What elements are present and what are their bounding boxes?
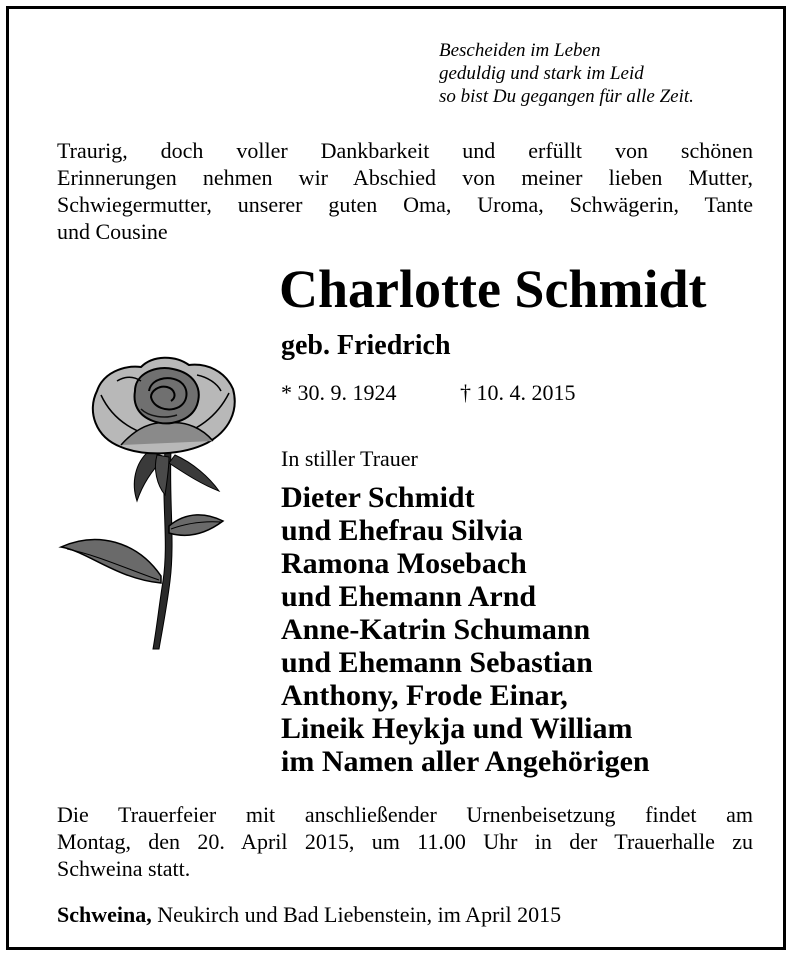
service-info <box>57 801 753 882</box>
intro-text <box>57 137 753 245</box>
mourner-line: Anne-Katrin Schumann <box>281 613 591 646</box>
mourner-line: Dieter Schmidt <box>281 481 475 514</box>
mourner-line: und Ehemann Sebastian <box>281 646 593 679</box>
mourner-line: Anthony, Frode Einar, <box>281 679 568 712</box>
motto-line: so bist Du gegangen für alle Zeit. <box>439 86 694 107</box>
intro-line: Erinnerungen nehmen wir Abschied von meiner lieben Mutter, <box>57 165 753 190</box>
mourners-list <box>281 481 650 778</box>
rose-leaf <box>61 540 161 583</box>
deceased-name: Charlotte Schmidt <box>279 259 707 319</box>
service-line: Die Trauerfeier mit anschließender Urnenbeisetzung findet am <box>57 802 753 827</box>
intro-line: und Cousine <box>57 219 168 244</box>
birth-date: * 30. 9. 1924 <box>281 380 397 405</box>
service-line: Montag, den 20. April 2015, um 11.00 Uhr in der Trauerhalle zu <box>57 829 753 854</box>
death-date: † 10. 4. 2015 <box>460 380 576 405</box>
mourner-line: Ramona Mosebach <box>281 547 527 580</box>
mourning-label: In stiller Trauer <box>281 446 418 471</box>
mourner-line: und Ehefrau Silvia <box>281 514 523 547</box>
motto-verse <box>439 39 779 108</box>
intro-line: Traurig, doch voller Dankbarkeit und erfüllt von schönen <box>57 138 753 163</box>
rose-leaf <box>169 515 223 536</box>
place-and-date <box>57 901 753 929</box>
life-dates <box>281 379 576 407</box>
mourner-line: und Ehemann Arnd <box>281 580 537 613</box>
service-line: Schweina statt. <box>57 856 191 881</box>
mourner-line: Lineik Heykja und William <box>281 712 633 745</box>
motto-line: Bescheiden im Leben <box>439 40 601 61</box>
obituary-frame <box>6 6 786 950</box>
maiden-name: geb. Friedrich <box>281 330 451 361</box>
motto-line: geduldig und stark im Leid <box>439 63 644 84</box>
place-rest: Neukirch und Bad Liebenstein, im April 2015 <box>151 902 562 927</box>
rose-illustration <box>57 351 247 651</box>
place-bold: Schweina, <box>57 902 152 927</box>
intro-line: Schwiegermutter, unserer guten Oma, Uroma, Schwägerin, Tante <box>57 192 753 217</box>
mourner-line: im Namen aller Angehörigen <box>281 745 650 778</box>
